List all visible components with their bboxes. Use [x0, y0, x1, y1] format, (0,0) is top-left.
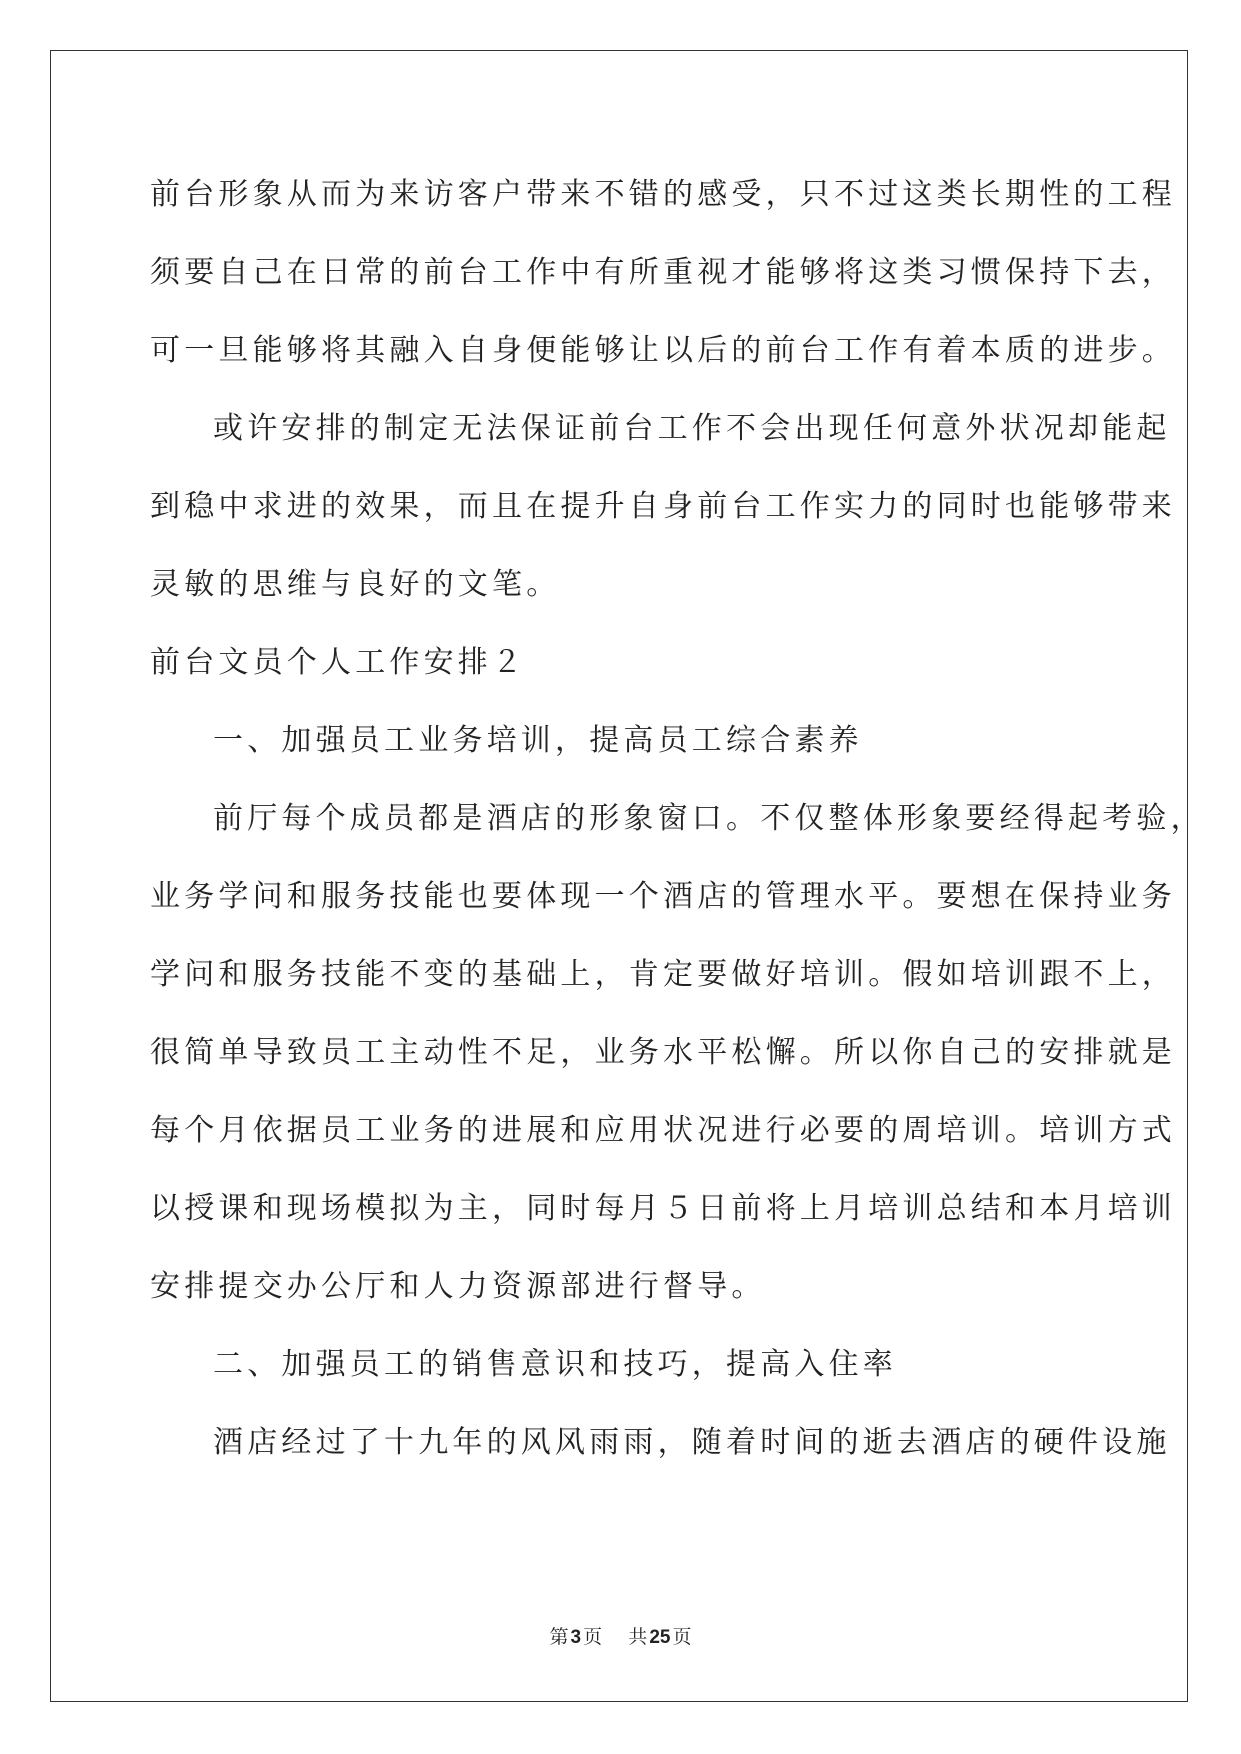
text-line: 前厅每个成员都是酒店的形象窗口。不仅整体形象要经得起考验，	[213, 801, 1205, 836]
text-line: 到稳中求进的效果，而且在提升自身前台工作实力的同时也能够带来	[150, 489, 1176, 524]
text-line: 每个月依据员工业务的进展和应用状况进行必要的周培训。培训方式	[150, 1113, 1176, 1148]
footer-page-word: 页	[583, 1626, 603, 1648]
text-line: 以授课和现场模拟为主，同时每月５日前将上月培训总结和本月培训	[150, 1191, 1176, 1226]
subsection-heading: 二、加强员工的销售意识和技巧，提高入住率	[213, 1347, 897, 1382]
current-page-number: 3	[570, 1627, 582, 1648]
subsection-heading: 一、加强员工业务培训，提高员工综合素养	[213, 723, 863, 758]
footer-total-suffix: 页	[672, 1626, 692, 1648]
text-line: 酒店经过了十九年的风风雨雨，随着时间的逝去酒店的硬件设施	[213, 1425, 1171, 1460]
section-heading: 前台文员个人工作安排２	[150, 645, 527, 680]
footer-prefix: 第	[549, 1626, 569, 1648]
text-line: 业务学问和服务技能也要体现一个酒店的管理水平。要想在保持业务	[150, 879, 1176, 914]
page-number-footer	[0, 1622, 1241, 1649]
text-line: 可一旦能够将其融入自身便能够让以后的前台工作有着本质的进步。	[150, 333, 1176, 368]
text-line: 须要自己在日常的前台工作中有所重视才能够将这类习惯保持下去，	[150, 255, 1176, 290]
text-line: 前台形象从而为来访客户带来不错的感受，只不过这类长期性的工程	[150, 177, 1176, 212]
footer-total-prefix: 共	[628, 1626, 648, 1648]
text-line: 灵敏的思维与良好的文笔。	[150, 567, 561, 602]
text-line: 安排提交办公厅和人力资源部进行督导。	[150, 1269, 766, 1304]
text-line: 学问和服务技能不变的基础上，肯定要做好培训。假如培训跟不上，	[150, 957, 1176, 992]
total-pages-number: 25	[649, 1627, 671, 1648]
text-line: 或许安排的制定无法保证前台工作不会出现任何意外状况却能起	[213, 411, 1171, 446]
document-body	[150, 156, 1205, 1482]
text-line: 很简单导致员工主动性不足，业务水平松懈。所以你自己的安排就是	[150, 1035, 1176, 1070]
